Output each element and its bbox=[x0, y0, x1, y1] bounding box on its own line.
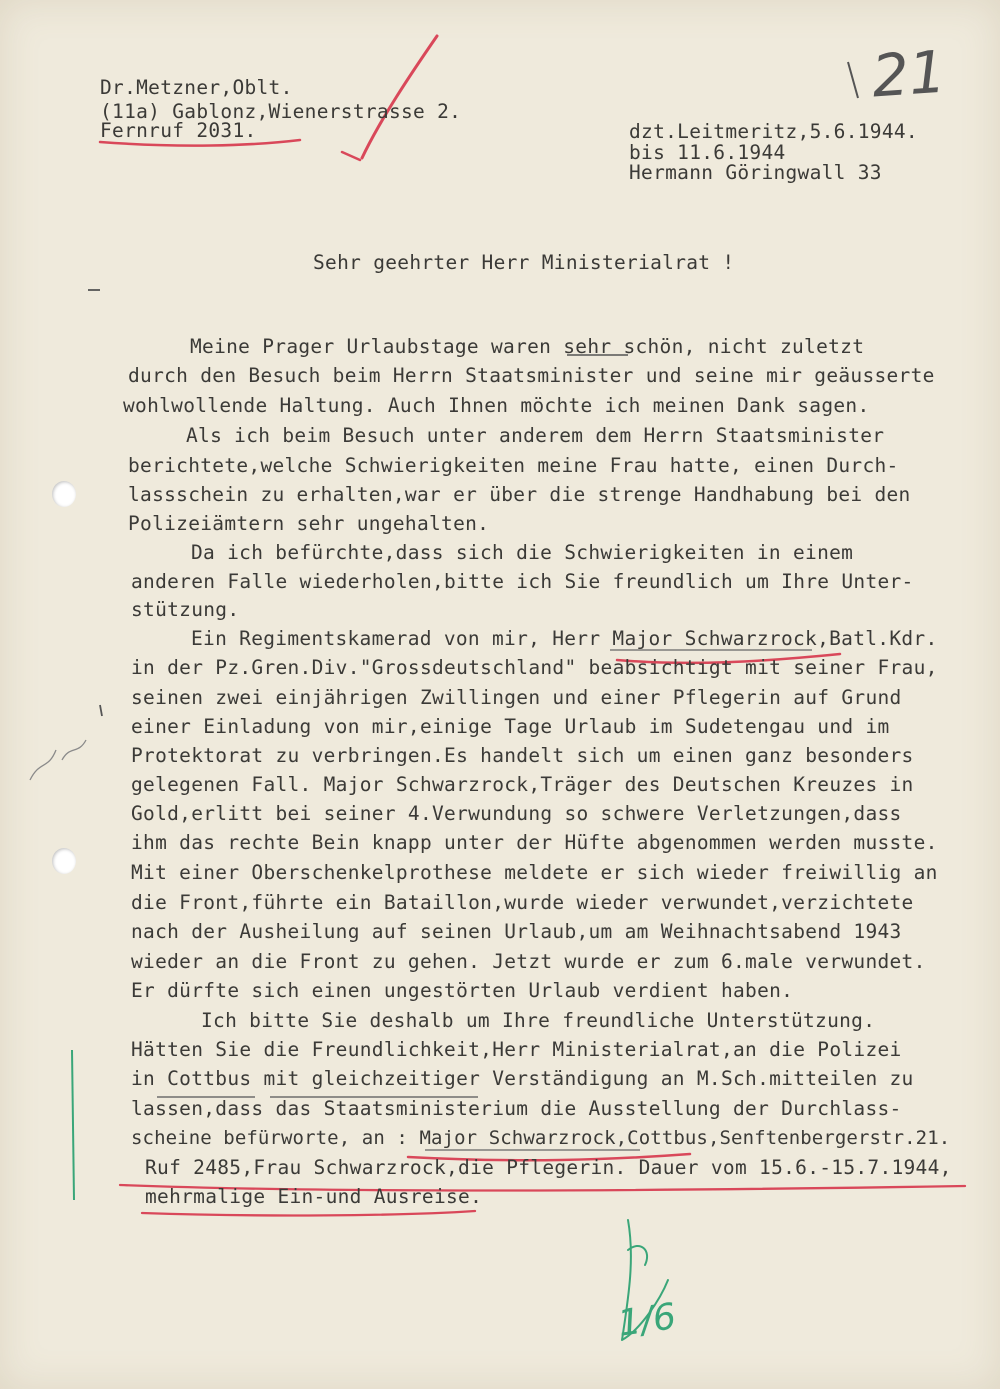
pencil-scribble-margin bbox=[30, 740, 86, 780]
body-line: einer Einladung von mir,einige Tage Urlaub im Sudetengau und im bbox=[131, 715, 890, 738]
pencil-mark-left bbox=[100, 705, 102, 716]
body-line: nach der Ausheilung auf seinen Urlaub,um am Weihnachtsabend 1943 bbox=[131, 920, 902, 943]
sender-name: Dr.Metzner,Oblt. bbox=[100, 76, 293, 99]
punch-hole-bottom bbox=[52, 848, 76, 874]
body-line: durch den Besuch beim Herrn Staatsminister und seine mir geäusserte bbox=[128, 364, 935, 387]
red-check-tail bbox=[342, 152, 360, 160]
body-line: Meine Prager Urlaubstage waren sehr schön, nicht zuletzt bbox=[190, 335, 865, 358]
body-line: Da ich befürchte,dass sich die Schwierigkeiten in einem bbox=[191, 541, 854, 564]
pencil-page-number-stroke bbox=[848, 62, 858, 98]
body-line: Ruf 2485,Frau Schwarzrock,die Pflegerin. Dauer vom 15.6.-15.7.1944, bbox=[145, 1156, 952, 1179]
body-line: Polizeiämtern sehr ungehalten. bbox=[128, 512, 490, 535]
body-line: Gold,erlitt bei seiner 4.Verwundung so schwere Verletzungen,dass bbox=[131, 802, 902, 825]
body-line: wohlwollende Haltung. Auch Ihnen möchte ich meinen Dank sagen. bbox=[123, 394, 870, 417]
current-address: Hermann Göringwall 33 bbox=[629, 161, 882, 184]
body-line: gelegenen Fall. Major Schwarzrock,Träger des Deutschen Kreuzes in bbox=[131, 773, 914, 796]
red-check-mark bbox=[362, 36, 437, 158]
body-line: in der Pz.Gren.Div."Grossdeutschland" beabsichtigt mit seiner Frau, bbox=[131, 656, 938, 679]
body-line: in Cottbus mit gleichzeitiger Verständigung an M.Sch.mitteilen zu bbox=[131, 1067, 914, 1090]
body-line: Ich bitte Sie deshalb um Ihre freundliche Unterstützung. bbox=[201, 1009, 876, 1032]
body-line: lassen,dass das Staatsministerium die Ausstellung der Durchlass- bbox=[131, 1097, 902, 1120]
until-date: bis 11.6.1944 bbox=[629, 141, 786, 164]
body-line: Protektorat zu verbringen.Es handelt sich um einen ganz besonders bbox=[131, 744, 914, 767]
body-line: ihm das rechte Bein knapp unter der Hüfte abgenommen werden musste. bbox=[131, 831, 938, 854]
body-line: berichtete,welche Schwierigkeiten meine Frau hatte, einen Durch- bbox=[128, 454, 899, 477]
sender-address: (11a) Gablonz,Wienerstrasse 2. bbox=[100, 100, 462, 123]
body-line: Hätten Sie die Freundlichkeit,Herr Ministerialrat,an die Polizei bbox=[131, 1038, 902, 1061]
location-date: dzt.Leitmeritz,5.6.1944. bbox=[629, 120, 918, 143]
page-number: 21 bbox=[869, 37, 949, 111]
body-line: Als ich beim Besuch unter anderem dem Herrn Staatsminister bbox=[186, 424, 885, 447]
green-margin-line bbox=[72, 1050, 74, 1200]
body-line: seinen zwei einjährigen Zwillingen und einer Pflegerin auf Grund bbox=[131, 686, 902, 709]
body-line: die Front,führte ein Bataillon,wurde wieder verwundet,verzichtete bbox=[131, 891, 914, 914]
body-line: anderen Falle wiederholen,bitte ich Sie freundlich um Ihre Unter- bbox=[131, 570, 914, 593]
salutation: Sehr geehrter Herr Ministerialrat ! bbox=[313, 251, 735, 274]
body-line: stützung. bbox=[131, 598, 240, 621]
handwritten-note: 1/6 bbox=[615, 1296, 679, 1345]
body-line: Ein Regimentskamerad von mir, Herr Major Schwarzrock,Batl.Kdr. bbox=[191, 627, 938, 650]
sender-phone: Fernruf 2031. bbox=[100, 119, 257, 142]
red-underline-ausreise bbox=[142, 1211, 475, 1215]
body-line: lassschein zu erhalten,war er über die strenge Handhabung bei den bbox=[128, 483, 911, 506]
punch-hole-top bbox=[52, 481, 76, 507]
body-line: wieder an die Front zu gehen. Jetzt wurde er zum 6.male verwundet. bbox=[131, 950, 926, 973]
body-line: Er dürfte sich einen ungestörten Urlaub verdient haben. bbox=[131, 979, 794, 1002]
body-line: scheine befürworte, an : Major Schwarzrock,Cottbus,Senftenbergerstr.21. bbox=[131, 1127, 951, 1149]
body-line: Mit einer Oberschenkelprothese meldete er sich wieder freiwillig an bbox=[131, 861, 938, 884]
body-line: mehrmalige Ein-und Ausreise. bbox=[145, 1185, 483, 1208]
